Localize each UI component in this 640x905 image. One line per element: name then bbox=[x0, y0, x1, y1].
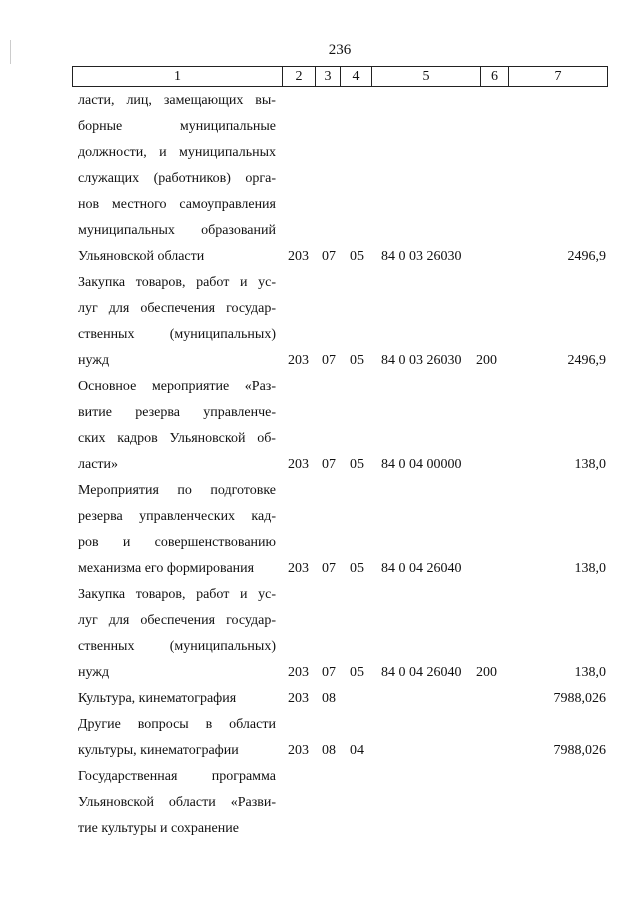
row-text-word: «Раз- bbox=[244, 379, 276, 394]
row-text-word: кадров bbox=[117, 431, 158, 446]
table-cell-c7: 7988,026 bbox=[553, 691, 606, 706]
row-text-line bbox=[78, 322, 276, 348]
row-text-word: нов bbox=[78, 197, 100, 212]
table-cell-c5: 84 0 04 26040 bbox=[381, 561, 462, 576]
row-text-word: луг bbox=[78, 301, 98, 316]
row-text-line bbox=[78, 426, 276, 452]
row-text-word: муниципальных bbox=[179, 145, 276, 160]
row-text-line bbox=[78, 166, 276, 192]
row-text-word: Ульяновской bbox=[78, 795, 154, 810]
header-col-1: 1 bbox=[73, 67, 283, 87]
table-header bbox=[72, 66, 608, 87]
header-col-7: 7 bbox=[509, 67, 608, 87]
table-cell-c7: 138,0 bbox=[574, 561, 606, 576]
row-text-word: витие bbox=[78, 405, 112, 420]
table-cell-c4: 05 bbox=[350, 249, 364, 264]
row-text-word: управленческих bbox=[139, 509, 236, 524]
row-text-word: ласти, bbox=[78, 93, 115, 108]
row-text-word: резерва bbox=[135, 405, 180, 420]
row-text-line bbox=[78, 192, 276, 218]
row-text-word: самоуправления bbox=[179, 197, 276, 212]
header-col-4: 4 bbox=[341, 67, 372, 87]
table-cell-c4: 05 bbox=[350, 561, 364, 576]
table-cell-c2: 203 bbox=[288, 743, 309, 758]
row-text-word: ственных bbox=[78, 327, 135, 342]
row-text-word: замещающих bbox=[163, 93, 244, 108]
row-text-word: государ- bbox=[226, 613, 276, 628]
row-text-line bbox=[78, 88, 276, 114]
row-text-line bbox=[78, 374, 276, 400]
table-cell-c3: 08 bbox=[322, 691, 336, 706]
row-text-word: ус- bbox=[258, 587, 276, 602]
row-text-word: местного bbox=[111, 197, 167, 212]
table-cell-c5: 84 0 04 00000 bbox=[381, 457, 462, 472]
row-text-word: и bbox=[239, 275, 248, 290]
table-cell-c7: 2496,9 bbox=[567, 249, 606, 264]
row-text-word: для bbox=[108, 301, 130, 316]
table-cell-c5: 84 0 03 26030 bbox=[381, 249, 462, 264]
table-cell-c3: 07 bbox=[322, 249, 336, 264]
row-text-line bbox=[78, 634, 276, 660]
row-text-word: образований bbox=[201, 223, 276, 238]
header-col-2: 2 bbox=[283, 67, 316, 87]
table-row-text bbox=[78, 374, 276, 478]
table-row-text bbox=[78, 764, 276, 842]
row-text-line: Ульяновской области bbox=[78, 249, 205, 264]
table-row-text bbox=[78, 88, 276, 270]
row-text-word: орга- bbox=[245, 171, 276, 186]
row-text-word: и bbox=[239, 587, 248, 602]
row-text-word: подготовке bbox=[210, 483, 276, 498]
table-cell-c3: 07 bbox=[322, 665, 336, 680]
row-text-word: муниципальных bbox=[78, 223, 175, 238]
row-text-word: об- bbox=[257, 431, 276, 446]
row-text-line bbox=[78, 140, 276, 166]
table-cell-c7: 138,0 bbox=[574, 665, 606, 680]
row-text-line: тие культуры и сохранение bbox=[78, 821, 239, 836]
row-text-word: ственных bbox=[78, 639, 135, 654]
row-text-word: ских bbox=[78, 431, 106, 446]
table-cell-c4: 05 bbox=[350, 457, 364, 472]
table-cell-c7: 138,0 bbox=[574, 457, 606, 472]
row-text-word: управленче- bbox=[203, 405, 276, 420]
row-text-word: Мероприятия bbox=[78, 483, 159, 498]
row-text-word: обеспечения bbox=[140, 613, 216, 628]
row-text-word: совершенствованию bbox=[154, 535, 276, 550]
row-text-word: Закупка bbox=[78, 275, 126, 290]
row-text-line bbox=[78, 270, 276, 296]
table-cell-c2: 203 bbox=[288, 249, 309, 264]
table-row-text bbox=[78, 270, 276, 374]
page-number: 236 bbox=[328, 42, 352, 58]
row-text-word: и bbox=[122, 535, 131, 550]
table-cell-c4: 05 bbox=[350, 665, 364, 680]
table-row-text bbox=[78, 686, 276, 712]
table-cell-c2: 203 bbox=[288, 457, 309, 472]
row-text-word: товаров, bbox=[135, 275, 186, 290]
row-text-word: борные bbox=[78, 119, 123, 134]
row-text-word: по bbox=[177, 483, 192, 498]
table-cell-c3: 07 bbox=[322, 353, 336, 368]
table-cell-c3: 07 bbox=[322, 457, 336, 472]
row-text-word: области bbox=[229, 717, 276, 732]
table-cell-c6: 200 bbox=[476, 665, 497, 680]
header-col-3: 3 bbox=[316, 67, 341, 87]
header-col-6: 6 bbox=[481, 67, 509, 87]
row-text-word: (муниципальных) bbox=[169, 639, 276, 654]
table-row-text bbox=[78, 478, 276, 582]
row-text-line bbox=[78, 114, 276, 140]
row-text-word: (работников) bbox=[153, 171, 231, 186]
row-text-line: культуры, кинематографии bbox=[78, 743, 239, 758]
table-cell-c2: 203 bbox=[288, 665, 309, 680]
row-text-line: Культура, кинематография bbox=[78, 691, 237, 706]
row-text-word: и bbox=[159, 145, 167, 160]
row-text-line: нужд bbox=[78, 665, 110, 680]
row-text-word: служащих bbox=[78, 171, 140, 186]
row-text-word: вопросы bbox=[137, 717, 189, 732]
table-cell-c3: 08 bbox=[322, 743, 336, 758]
row-text-line bbox=[78, 296, 276, 322]
row-text-line bbox=[78, 400, 276, 426]
row-text-word: «Разви- bbox=[230, 795, 276, 810]
table-cell-c7: 7988,026 bbox=[553, 743, 606, 758]
table-cell-c2: 203 bbox=[288, 691, 309, 706]
row-text-word: вы- bbox=[255, 93, 276, 108]
row-text-word: для bbox=[108, 613, 130, 628]
row-text-word: лиц, bbox=[126, 93, 152, 108]
row-text-word: Государственная bbox=[78, 769, 178, 784]
row-text-word: программа bbox=[211, 769, 276, 784]
row-text-word: обеспечения bbox=[140, 301, 216, 316]
row-text-line: механизма его формирования bbox=[78, 561, 255, 576]
row-text-line bbox=[78, 582, 276, 608]
row-text-word: товаров, bbox=[135, 587, 186, 602]
row-text-line bbox=[78, 764, 276, 790]
row-text-word: в bbox=[205, 717, 213, 732]
table-cell-c2: 203 bbox=[288, 353, 309, 368]
table-cell-c2: 203 bbox=[288, 561, 309, 576]
row-text-word: области bbox=[168, 795, 216, 810]
table-cell-c4: 05 bbox=[350, 353, 364, 368]
row-text-word: Ульяновской bbox=[169, 431, 246, 446]
row-text-word: ров bbox=[78, 535, 99, 550]
row-text-word: государ- bbox=[226, 301, 276, 316]
row-text-word: Другие bbox=[78, 717, 121, 732]
row-text-word: должности, bbox=[78, 145, 147, 160]
row-text-line bbox=[78, 530, 276, 556]
row-text-line bbox=[78, 608, 276, 634]
row-text-line bbox=[78, 790, 276, 816]
row-text-word: работ bbox=[196, 587, 230, 602]
table-cell-c3: 07 bbox=[322, 561, 336, 576]
table-row-text bbox=[78, 582, 276, 686]
table-cell-c5: 84 0 03 26030 bbox=[381, 353, 462, 368]
table-cell-c5: 84 0 04 26040 bbox=[381, 665, 462, 680]
table-cell-c4: 04 bbox=[350, 743, 364, 758]
row-text-word: кад- bbox=[251, 509, 276, 524]
table-row-text bbox=[78, 712, 276, 764]
table-cell-c6: 200 bbox=[476, 353, 497, 368]
row-text-line bbox=[78, 712, 276, 738]
row-text-word: Основное bbox=[78, 379, 137, 394]
row-text-line: ласти» bbox=[78, 457, 119, 472]
row-text-word: мероприятие bbox=[151, 379, 230, 394]
row-text-line: нужд bbox=[78, 353, 110, 368]
row-text-word: работ bbox=[196, 275, 230, 290]
row-text-word: резерва bbox=[78, 509, 123, 524]
row-text-word: ус- bbox=[258, 275, 276, 290]
row-text-line bbox=[78, 218, 276, 244]
row-text-line bbox=[78, 504, 276, 530]
row-text-word: Закупка bbox=[78, 587, 126, 602]
row-text-line bbox=[78, 478, 276, 504]
row-text-word: (муниципальных) bbox=[169, 327, 276, 342]
header-col-5: 5 bbox=[372, 67, 481, 87]
table-cell-c7: 2496,9 bbox=[567, 353, 606, 368]
row-text-word: луг bbox=[78, 613, 98, 628]
row-text-word: муниципальные bbox=[179, 119, 276, 134]
